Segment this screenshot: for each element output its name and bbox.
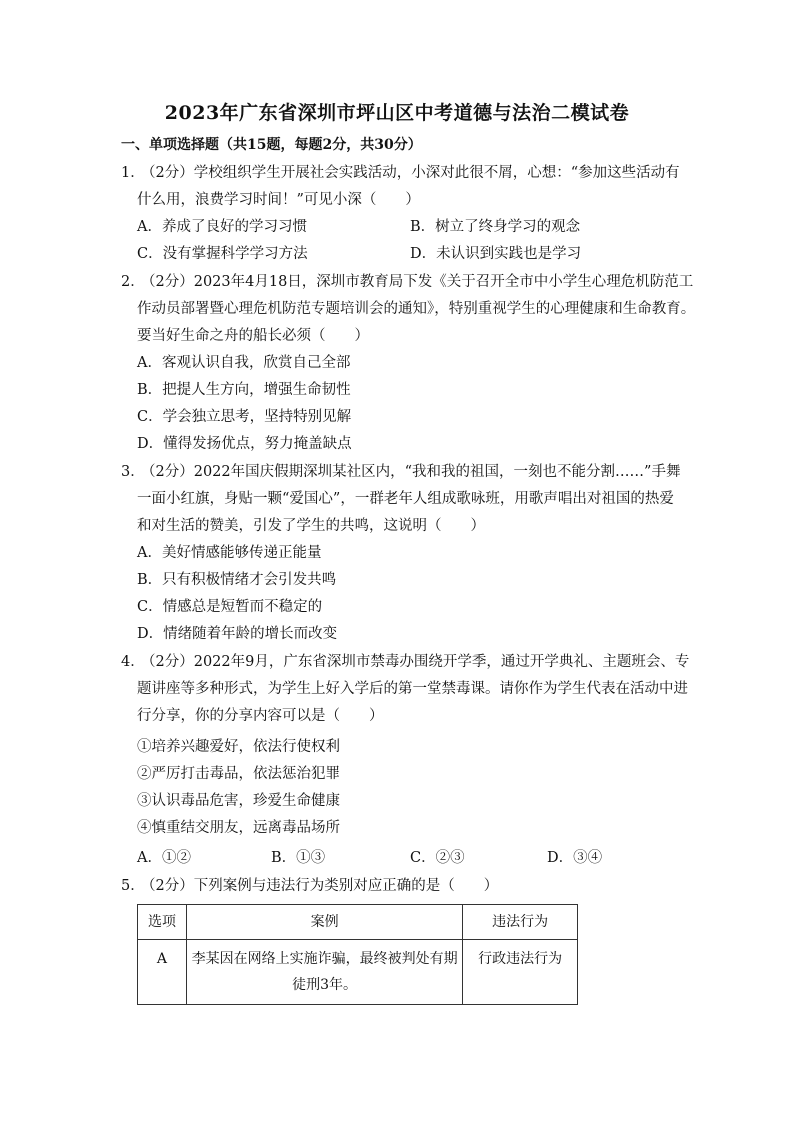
question-text-line: （2分）学校组织学生开展社会实践活动，小深对此很不屑，心想：“参加这些活动有 (141, 165, 680, 181)
statement-item: ③认识毒品危害，珍爱生命健康 (137, 793, 340, 809)
question-text-line: （2分）2022年9月，广东省深圳市禁毒办围绕开学季，通过开学典礼、主题班会、专 (141, 654, 690, 670)
question-text-line: （2分）2023年4月18日，深圳市教育局下发《关于召开全市中小学生心理危机防范工 (141, 274, 694, 290)
option-d: D．懂得发扬优点，努力掩盖缺点 (137, 436, 352, 452)
option-d: D．③④ (547, 850, 603, 866)
question-text-line: （2分）2022年国庆假期深圳某社区内，“我和我的祖国，一刻也不能分割……”手舞 (141, 464, 681, 480)
option-a: A．养成了良好的学习习惯 (137, 219, 307, 235)
option-b: B．①③ (271, 850, 326, 866)
option-b: B．树立了终身学习的观念 (410, 219, 581, 235)
table-header-cell: 案例 (186, 905, 462, 940)
option-a: A．美好情感能够传递正能量 (137, 545, 322, 561)
question-text-line: 要当好生命之舟的船长必须（ ） (137, 328, 369, 344)
section-heading: 一、单项选择题（共15题，每题2分，共30分） (121, 137, 422, 153)
question-text-line: 一面小红旗，身贴一颗“爱国心”，一群老年人组成歌咏班，用歌声唱出对祖国的热爱 (137, 491, 674, 507)
option-c: C．②③ (410, 850, 465, 866)
option-c: C．情感总是短暂而不稳定的 (137, 599, 323, 615)
table-cell: 行政违法行为 (463, 940, 578, 1005)
question-number: 4． (121, 654, 145, 670)
statement-item: ①培养兴趣爱好，依法行使权利 (137, 739, 340, 755)
question-text-line: 题讲座等多种形式，为学生上好入学后的第一堂禁毒课。请你作为学生代表在活动中进 (137, 681, 688, 697)
table-cell: A (138, 940, 187, 1005)
question-text-line: 行分享，你的分享内容可以是（ ） (137, 708, 384, 724)
question-text-line: 什么用，浪费学习时间！”可见小深（ ） (137, 192, 420, 208)
table-header-row (138, 905, 578, 940)
table-row (138, 940, 578, 1005)
question-text-line: 和对生活的赞美，引发了学生的共鸣，这说明（ ） (137, 518, 485, 534)
option-a: A．①② (137, 850, 191, 866)
option-a: A．客观认识自我，欣赏自己全部 (137, 355, 351, 371)
table-header-cell: 违法行为 (463, 905, 578, 940)
question-number: 5． (121, 878, 145, 894)
page-title: 2023年广东省深圳市坪山区中考道德与法治二模试卷 (164, 102, 630, 124)
option-c: C．学会独立思考，坚持特别见解 (137, 409, 352, 425)
question-text-line: 作动员部署暨心理危机防范专题培训会的通知》，特别重视学生的心理健康和生命教育。 (137, 301, 696, 317)
statement-item: ②严厉打击毒品，依法惩治犯罪 (137, 766, 340, 782)
option-d: D．情绪随着年龄的增长而改变 (137, 626, 338, 642)
answer-table (137, 904, 578, 1005)
table-cell: 李某因在网络上实施诈骗，最终被判处有期徒刑3年。 (186, 940, 462, 1005)
option-b: B．只有积极情绪才会引发共鸣 (137, 572, 337, 588)
question-number: 2． (121, 274, 145, 290)
question-number: 3． (121, 464, 145, 480)
option-c: C．没有掌握科学学习方法 (137, 246, 308, 262)
table-header-cell: 选项 (138, 905, 187, 940)
question-number: 1． (121, 165, 145, 181)
option-d: D．未认识到实践也是学习 (410, 246, 582, 262)
statement-item: ④慎重结交朋友，远离毒品场所 (137, 820, 340, 836)
option-b: B．把提人生方向，增强生命韧性 (137, 382, 351, 398)
question-text-line: （2分）下列案例与违法行为类别对应正确的是（ ） (141, 878, 499, 894)
